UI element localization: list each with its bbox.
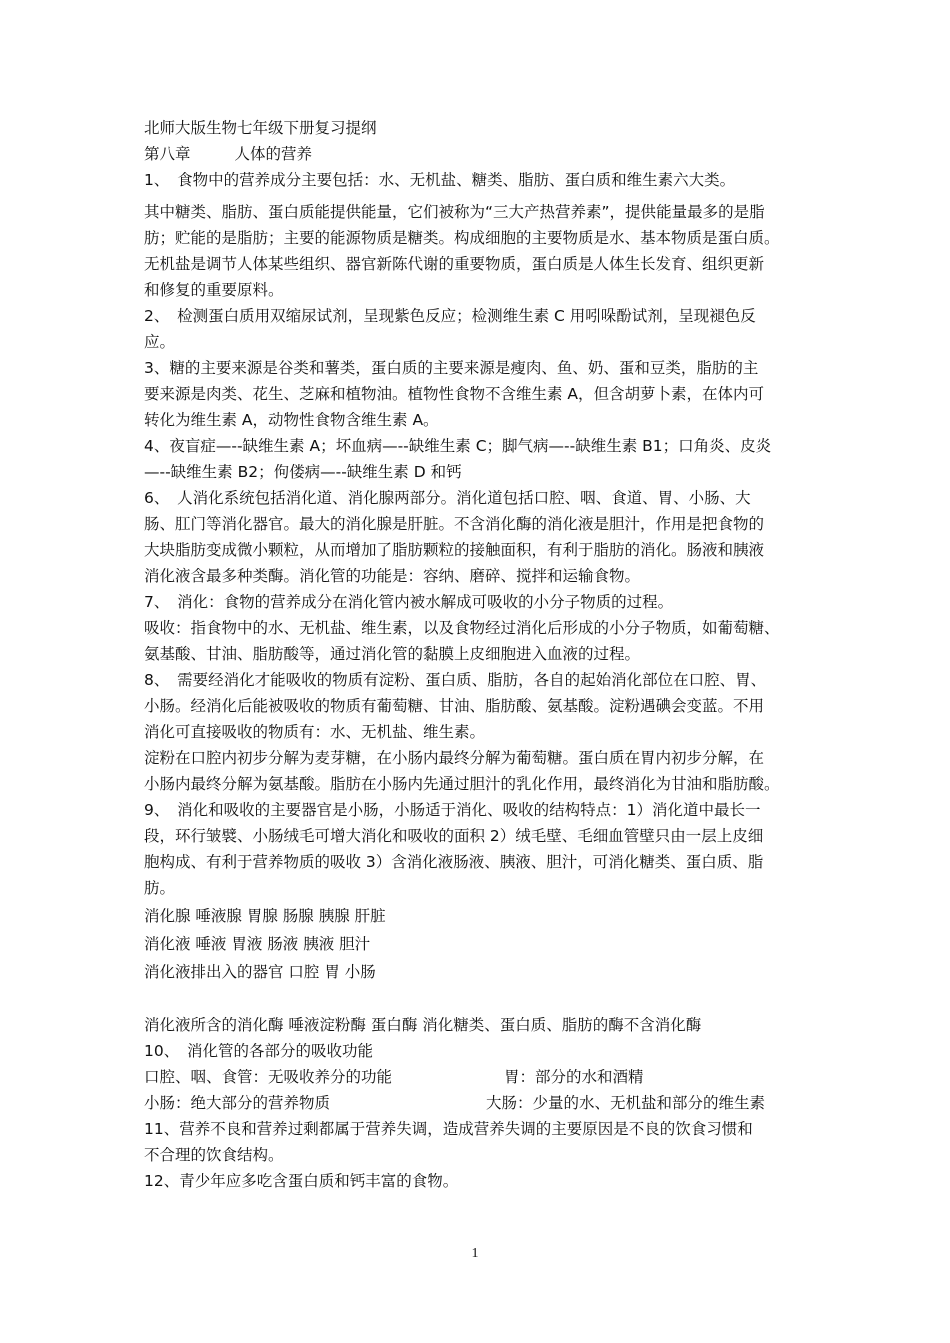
text-line: 肠、肛门等消化器官。最大的消化腺是肝脏。不含消化酶的消化液是胆汁，作用是把食物的 xyxy=(144,515,765,533)
text-line: 7、 消化：食物的营养成分在消化管内被水解成可吸收的小分子物质的过程。 xyxy=(144,593,674,611)
text-line: 消化液所含的消化酶 唾液淀粉酶 蛋白酶 消化糖类、蛋白质、脂肪的酶不含消化酶 xyxy=(144,1016,702,1034)
text-line: 要来源是肉类、花生、芝麻和植物油。植物性食物不含维生素 A，但含胡萝卜素，在体内可 xyxy=(144,385,765,403)
text-line: 4、夜盲症—--缺维生素 A；坏血病—--缺维生素 C；脚气病—--缺维生素 B1；口角炎、皮炎 xyxy=(144,437,772,455)
text-line: 段，环行皱襞、小肠绒毛可增大消化和吸收的面积 2）绒毛壁、毛细血管壁只由一层上皮细 xyxy=(144,827,764,845)
text-line: 2、 检测蛋白质用双缩尿试剂，呈现紫色反应；检测维生素 C 用吲哚酚试剂，呈现褪色反 xyxy=(144,307,756,325)
chapter-label: 第八章 xyxy=(144,145,191,163)
absorption-left: 小肠：绝大部分的营养物质 xyxy=(144,1094,331,1112)
text-line: 11、营养不良和营养过剩都属于营养失调，造成营养失调的主要原因是不良的饮食习惯和 xyxy=(144,1120,753,1138)
absorption-left: 口腔、咽、食管：无吸收养分的功能 xyxy=(144,1068,393,1086)
text-line: 氨基酸、甘油、脂肪酸等，通过消化管的黏膜上皮细胞进入血液的过程。 xyxy=(144,645,641,663)
text-line: 1、 食物中的营养成分主要包括：水、无机盐、糖类、脂肪、蛋白质和维生素六大类。 xyxy=(144,171,736,189)
text-line: 6、 人消化系统包括消化道、消化腺两部分。消化道包括口腔、咽、食道、胃、小肠、大 xyxy=(144,489,751,507)
chapter-heading xyxy=(144,143,312,165)
text-line: 肪；贮能的是脂肪；主要的能源物质是糖类。构成细胞的主要物质是水、基本物质是蛋白质。 xyxy=(144,229,780,247)
chapter-name: 人体的营养 xyxy=(234,145,313,163)
text-line: 10、 消化管的各部分的吸收功能 xyxy=(144,1042,373,1060)
text-line: 消化可直接吸收的物质有：水、无机盐、维生素。 xyxy=(144,723,486,741)
text-line: 肪。 xyxy=(144,879,176,897)
text-line: 消化液含最多种类酶。消化管的功能是：容纳、磨碎、搅拌和运输食物。 xyxy=(144,567,641,585)
text-line: 无机盐是调节人体某些组织、器官新陈代谢的重要物质，蛋白质是人体生长发育、组织更新 xyxy=(144,255,765,273)
text-line: 淀粉在口腔内初步分解为麦芽糖，在小肠内最终分解为葡萄糖。蛋白质在胃内初步分解，在 xyxy=(144,749,765,767)
absorption-row xyxy=(144,1092,330,1114)
text-line: 消化液 唾液 胃液 肠液 胰液 胆汁 xyxy=(144,935,371,953)
text-line: 不合理的饮食结构。 xyxy=(144,1146,284,1164)
text-line: 和修复的重要原料。 xyxy=(144,281,284,299)
text-line: 消化腺 唾液腺 胃腺 肠腺 胰腺 肝脏 xyxy=(144,907,386,925)
absorption-right-cell: 大肠：少量的水、无机盐和部分的维生素 xyxy=(486,1094,766,1112)
text-line: 8、 需要经消化才能吸收的物质有淀粉、蛋白质、脂肪，各自的起始消化部位在口腔、胃、 xyxy=(144,671,767,689)
text-line: 3、糖的主要来源是谷类和薯类，蛋白质的主要来源是瘦肉、鱼、奶、蛋和豆类，脂肪的主 xyxy=(144,359,759,377)
text-line: 胞构成、有利于营养物质的吸收 3）含消化液肠液、胰液、胆汁，可消化糖类、蛋白质、脂 xyxy=(144,853,764,871)
text-line: 吸收：指食物中的水、无机盐、维生素，以及食物经过消化后形成的小分子物质，如葡萄糖、 xyxy=(144,619,780,637)
text-line: 12、青少年应多吃含蛋白质和钙丰富的食物。 xyxy=(144,1172,459,1190)
absorption-right-cell: 胃：部分的水和酒精 xyxy=(504,1068,644,1086)
document-title: 北师大版生物七年级下册复习提纲 xyxy=(144,119,377,137)
text-line: 转化为维生素 A，动物性食物含维生素 A。 xyxy=(144,411,439,429)
text-line: 大块脂肪变成微小颗粒，从而增加了脂肪颗粒的接触面积，有利于脂肪的消化。肠液和胰液 xyxy=(144,541,765,559)
text-line: 其中糖类、脂肪、蛋白质能提供能量，它们被称为“三大产热营养素”，提供能量最多的是脂 xyxy=(144,203,765,221)
text-line: 9、 消化和吸收的主要器官是小肠，小肠适于消化、吸收的结构特点：1）消化道中最长一 xyxy=(144,801,761,819)
page-number: 1 xyxy=(471,1246,479,1261)
text-line: 小肠。经消化后能被吸收的物质有葡萄糖、甘油、脂肪酸、氨基酸。淀粉遇碘会变蓝。不用 xyxy=(144,697,765,715)
text-line: —--缺维生素 B2；佝偻病—--缺维生素 D 和钙 xyxy=(144,463,462,481)
text-line: 消化液排出入的器官 口腔 胃 小肠 xyxy=(144,963,376,981)
text-line: 应。 xyxy=(144,333,176,351)
text-line: 小肠内最终分解为氨基酸。脂肪在小肠内先通过胆汁的乳化作用，最终消化为甘油和脂肪酸。 xyxy=(144,775,780,793)
absorption-row xyxy=(144,1066,392,1088)
